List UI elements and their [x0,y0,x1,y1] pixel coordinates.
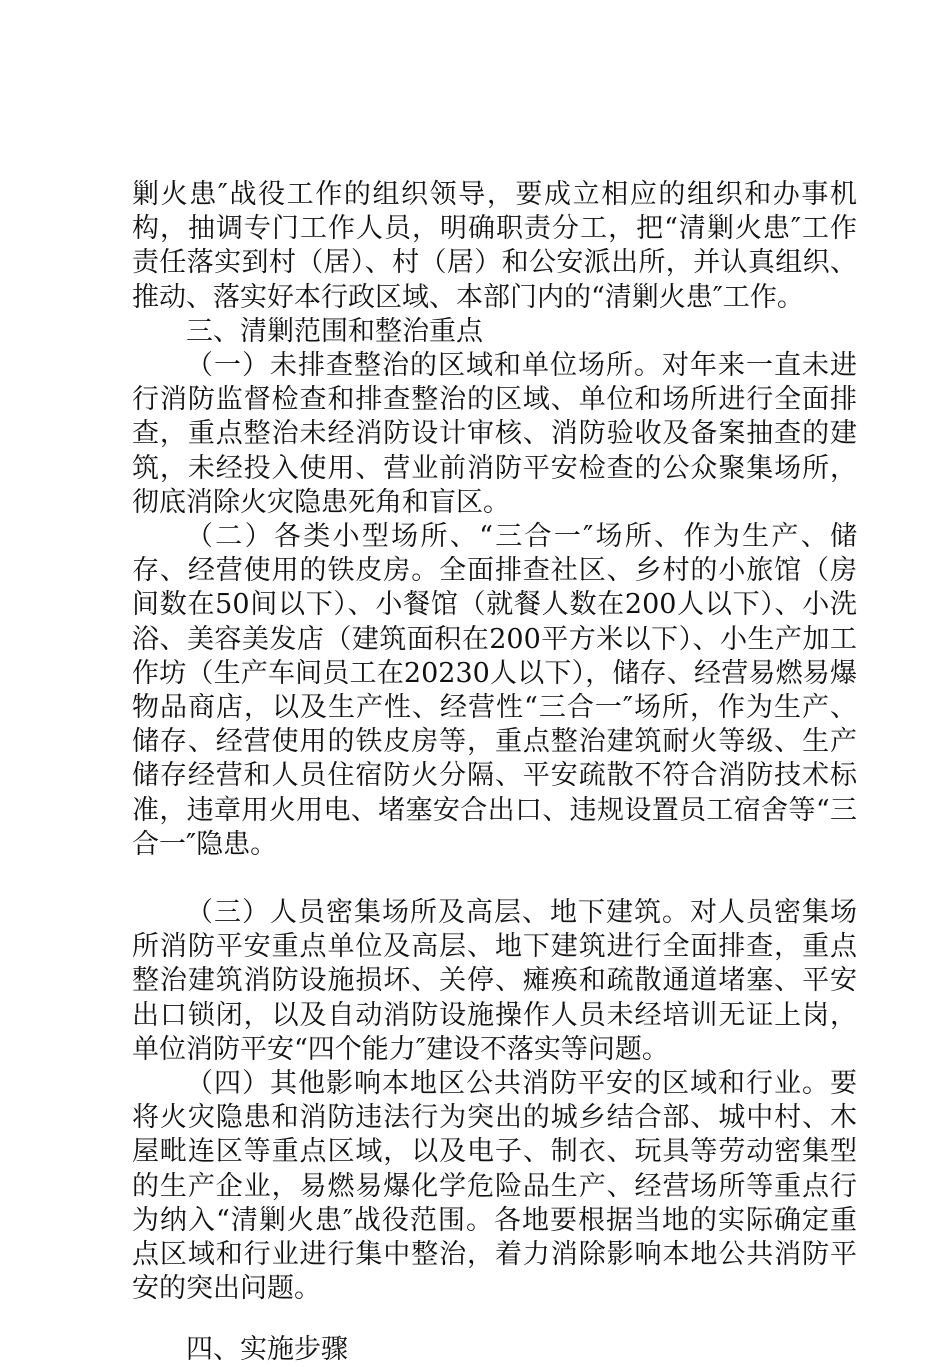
paragraph-spacer [132,862,857,896]
paragraph-item-4: （四）其他影响本地区公共消防平安的区域和行业。要将火灾隐患和消防违法行为突出的城乡结合部、城中村、木屋毗连区等重点区域，以及电子、制衣、玩具等劳动密集型的生产企业，易燃易爆化学危险品生产、经营场所等重点行为纳入“清剿火患″战役范围。各地要根据当地的实际确定重点区域和行业进行集中整治，着力消除影响本地公共消防平安的突出问题。 [132,1068,857,1305]
paragraph-item-2: （二）各类小型场所、“三合一″场所、作为生产、储存、经营使用的铁皮房。全面排查社区、乡村的小旅馆（房间数在50间以下）、小餐馆（就餐人数在200人以下）、小洗浴、美容美发店（建筑面积在200平方米以下）、小生产加工作坊（生产车间员工在20230人以下），储存、经营易燃易爆物品商店，以及生产性、经营性“三合一″场所，作为生产、储存、经营使用的铁皮房等，重点整治建筑耐火等级、生产储存经营和人员住宿防火分隔、平安疏散不符合消防技术标准，违章用火用电、堵塞安合出口、违规设置员工宿舍等“三合一″隐患。 [132,521,857,860]
document-body [132,178,857,1367]
paragraph-continuation: 剿火患″战役工作的组织领导，要成立相应的组织和办事机构，抽调专门工作人员，明确职责分工，把“清剿火患″工作责任落实到村（居）、村（居）和公安派出所，并认真组织、推动、落实好本行政区域、本部门内的“清剿火患″工作。 [132,179,857,313]
paragraph-item-3: （三）人员密集场所及高层、地下建筑。对人员密集场所消防平安重点单位及高层、地下建筑进行全面排查，重点整治建筑消防设施损坏、关停、瘫痪和疏散通道堵塞、平安出口锁闭，以及自动消防设施操作人员未经培训无证上岗，单位消防平安“四个能力″建设不落实等问题。 [132,897,857,1065]
section-heading-scope: 三、清剿范围和整治重点 [186,315,483,347]
paragraph-spacer [132,1307,857,1333]
paragraph-item-1: （一）未排查整治的区域和单位场所。对年来一直未进行消防监督检查和排查整治的区域、单位和场所进行全面排查，重点整治未经消防设计审核、消防验收及备案抽查的建筑，未经投入使用、营业前消防平安检查的公众聚集场所，彻底消除火灾隐患死角和盲区。 [132,350,857,518]
section-heading-steps: 四、实施步骤 [186,1333,348,1365]
